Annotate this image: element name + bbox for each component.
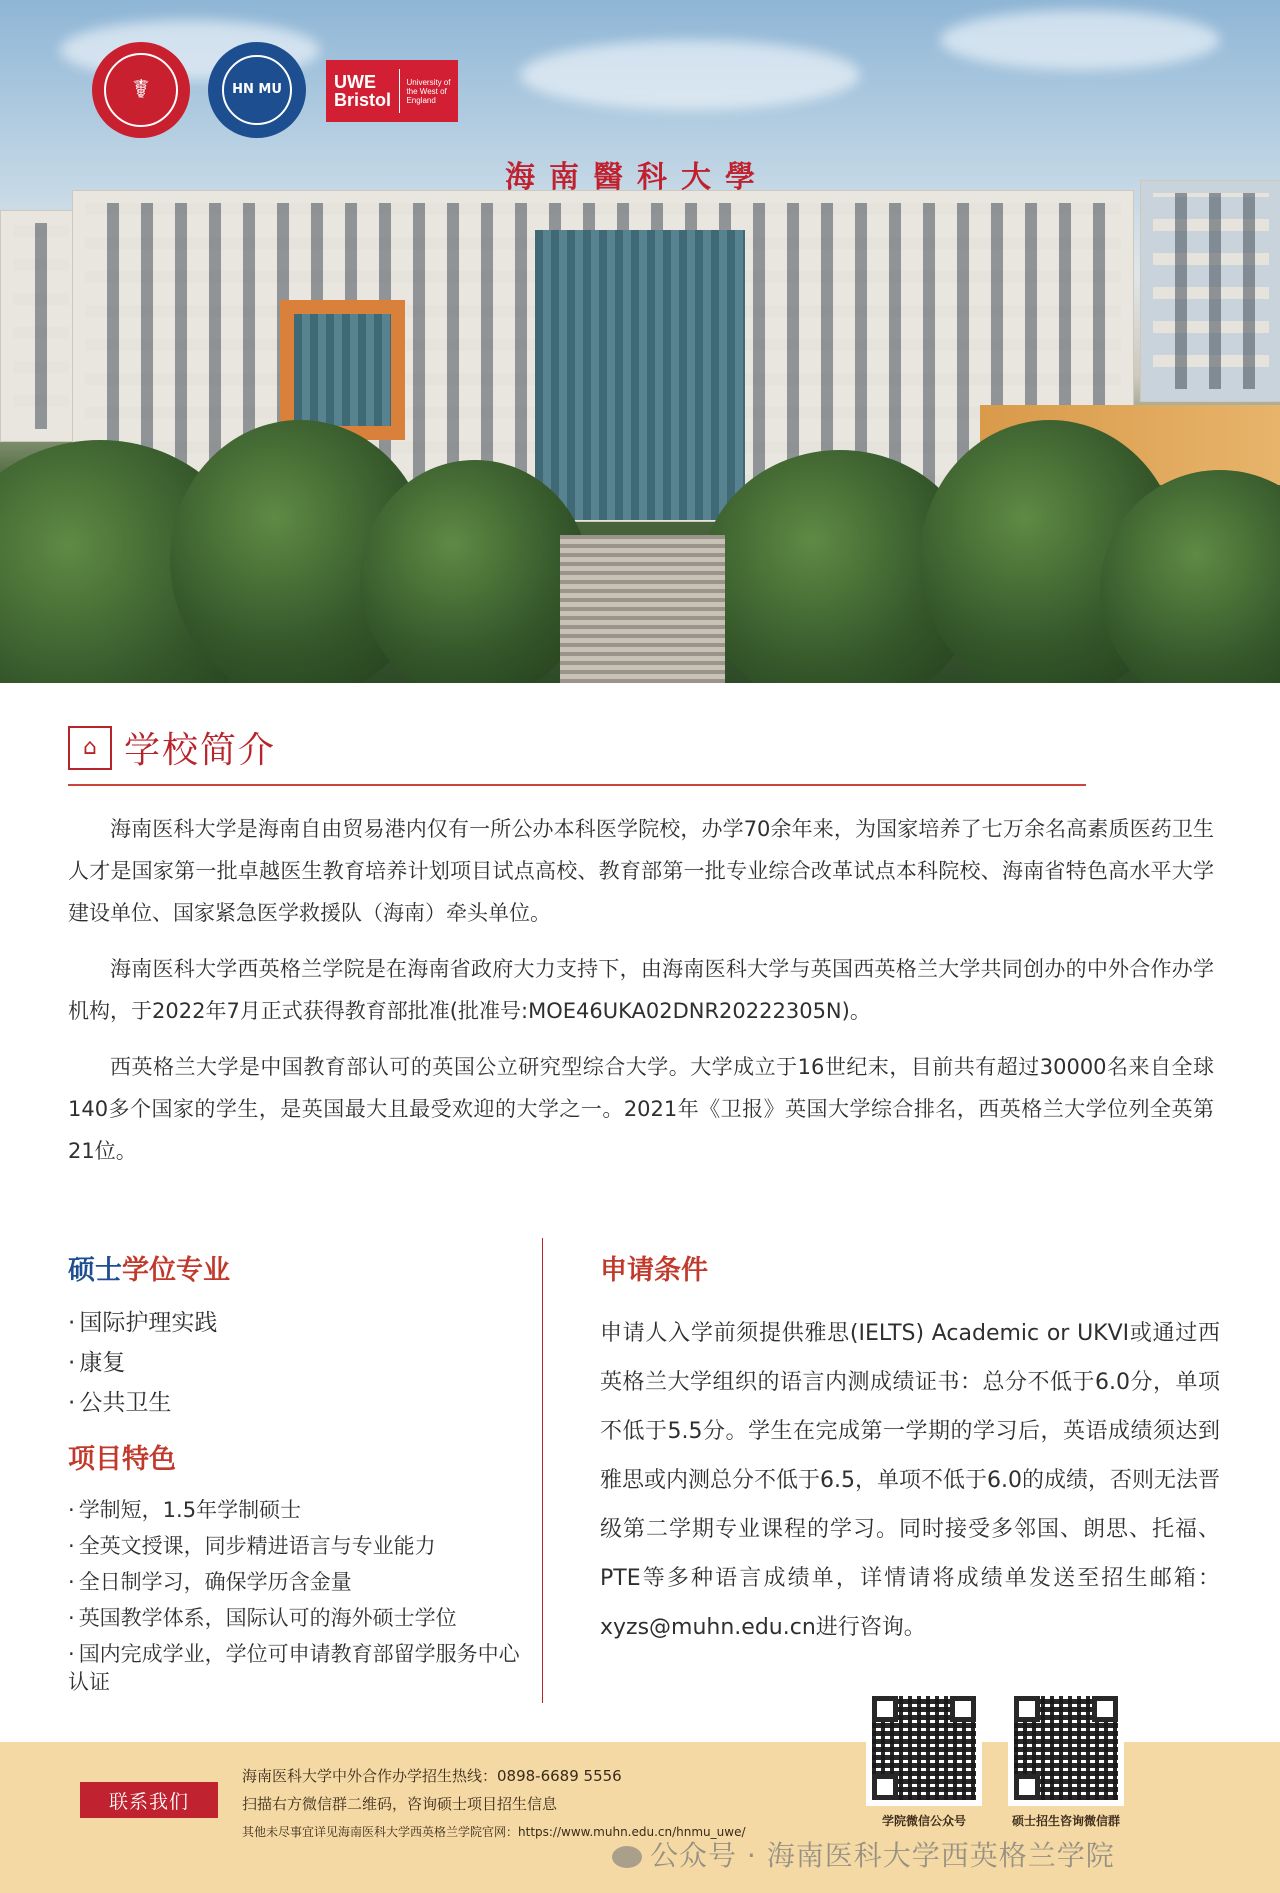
list-item: · 英国教学体系，国际认可的海外硕士学位: [68, 1606, 457, 1630]
programs-title-part1: 硕士: [68, 1255, 122, 1286]
feature-item: 国内完成学业，学位可申请教育部留学服务中心认证: [68, 1642, 520, 1694]
intro-divider: [68, 784, 1086, 786]
feature-item: 全日制学习，确保学历含金量: [78, 1570, 352, 1594]
programs-list: [68, 1303, 538, 1423]
hnmu-logo-text: HN MU: [222, 55, 292, 125]
scan-tip-text: 扫描右方微信群二维码，咨询硕士项目招生信息: [242, 1795, 558, 1813]
wechat-group-qr[interactable]: [1008, 1690, 1124, 1806]
requirements-title: 申请条件: [600, 1255, 708, 1286]
roof-sign: 海南醫科大學: [505, 160, 769, 195]
requirements-text: 申请人入学前须提供雅思(IELTS) Academic or UKVI或通过西英格兰大学组织的语言内测成绩证书：总分不低于6.0分，单项不低于5.5分。学生在完成第一学期的学习后，英语成绩须达到雅思或内测总分不低于6.5，单项不低于6.0的成绩，否则无法晋级第二学期专业课程的学习。同时接受多邻国、朗思、托福、PTE等多种语言成绩单，详情请将成绩单发送至招生邮箱：xyzs@muhn.edu.cn进行咨询。: [600, 1321, 1220, 1640]
qr2-label: 硕士招生咨询微信群: [1011, 1814, 1120, 1828]
intro-heading: [68, 722, 276, 773]
features-title: 项目特色: [68, 1444, 176, 1475]
programs-title: [68, 1248, 538, 1287]
hainan-medical-university-logo: [92, 42, 190, 138]
contact-us-button[interactable]: 联系我们: [80, 1782, 218, 1818]
programs-title-part2: 学位专业: [122, 1255, 230, 1286]
program-item: 康复: [79, 1350, 126, 1376]
column-divider: [542, 1238, 543, 1703]
intro-paragraph-2: 海南医科大学西英格兰学院是在海南省政府大力支持下，由海南医科大学与英国西英格兰大学共同创办的中外合作办学机构，于2022年7月正式获得教育部批准(批准号:MOE46UKA02DNR20222305N)。: [68, 957, 1214, 1023]
website-text: 其他未尽事宜详见海南医科大学西英格兰学院官网：https://www.muhn.edu.cn/hnmu_uwe/: [242, 1825, 746, 1839]
list-item: · 康复: [68, 1350, 126, 1376]
uwe-bristol-logo: [326, 60, 458, 122]
hotline-text: 海南医科大学中外合作办学招生热线：0898-6689 5556: [242, 1767, 622, 1785]
contact-footer: [0, 1742, 1280, 1893]
qr1-label: 学院微信公众号: [881, 1814, 966, 1828]
intro-paragraph-1: 海南医科大学是海南自由贸易港内仅有一所公办本科医学院校，办学70余年来，为国家培养了七万余名高素质医药卫生人才是国家第一批卓越医生教育培养计划项目试点高校、教育部第一批专业综合改革试点本科院校、海南省特色高水平大学建设单位、国家紧急医学救援队（海南）牵头单位。: [68, 817, 1214, 925]
list-item: · 全日制学习，确保学历含金量: [68, 1570, 352, 1594]
feature-item: 全英文授课，同步精进语言与专业能力: [78, 1534, 436, 1558]
uwe-logo-sub: University of the West of England: [406, 77, 451, 105]
intro-body: [68, 808, 1214, 1186]
list-item: · 国内完成学业，学位可申请教育部留学服务中心认证: [68, 1642, 520, 1694]
campus-photo: [0, 0, 1280, 683]
intro-title: 学校简介: [124, 730, 277, 771]
list-item: · 国际护理实践: [68, 1310, 218, 1336]
wechat-icon: [612, 1846, 642, 1868]
watermark: [612, 1834, 1115, 1874]
uwe-logo-main: UWE Bristol: [334, 72, 392, 110]
watermark-text: 公众号 · 海南医科大学西英格兰学院: [650, 1839, 1115, 1872]
caduceus-icon: ☤: [104, 53, 178, 127]
list-item: · 公共卫生: [68, 1390, 172, 1416]
feature-item: 学制短，1.5年学制硕士: [78, 1498, 302, 1522]
list-item: · 全英文授课，同步精进语言与专业能力: [68, 1534, 436, 1558]
list-item: · 学制短，1.5年学制硕士: [68, 1498, 302, 1522]
program-item: 国际护理实践: [79, 1310, 218, 1336]
feature-item: 英国教学体系，国际认可的海外硕士学位: [78, 1606, 457, 1630]
features-list: [68, 1492, 538, 1696]
requirements-column: [600, 1248, 1220, 1652]
hnmu-logo: [208, 42, 306, 138]
intro-paragraph-3: 西英格兰大学是中国教育部认可的英国公立研究型综合大学。大学成立于16世纪末，目前共有超过30000名来自全球140多个国家的学生，是英国最大且最受欢迎的大学之一。2021年《卫报》英国大学综合排名，西英格兰大学位列全英第21位。: [68, 1055, 1214, 1163]
wechat-official-qr[interactable]: [866, 1690, 982, 1806]
program-item: 公共卫生: [79, 1390, 172, 1416]
school-icon: ⌂: [68, 726, 112, 770]
program-column: [68, 1248, 538, 1696]
